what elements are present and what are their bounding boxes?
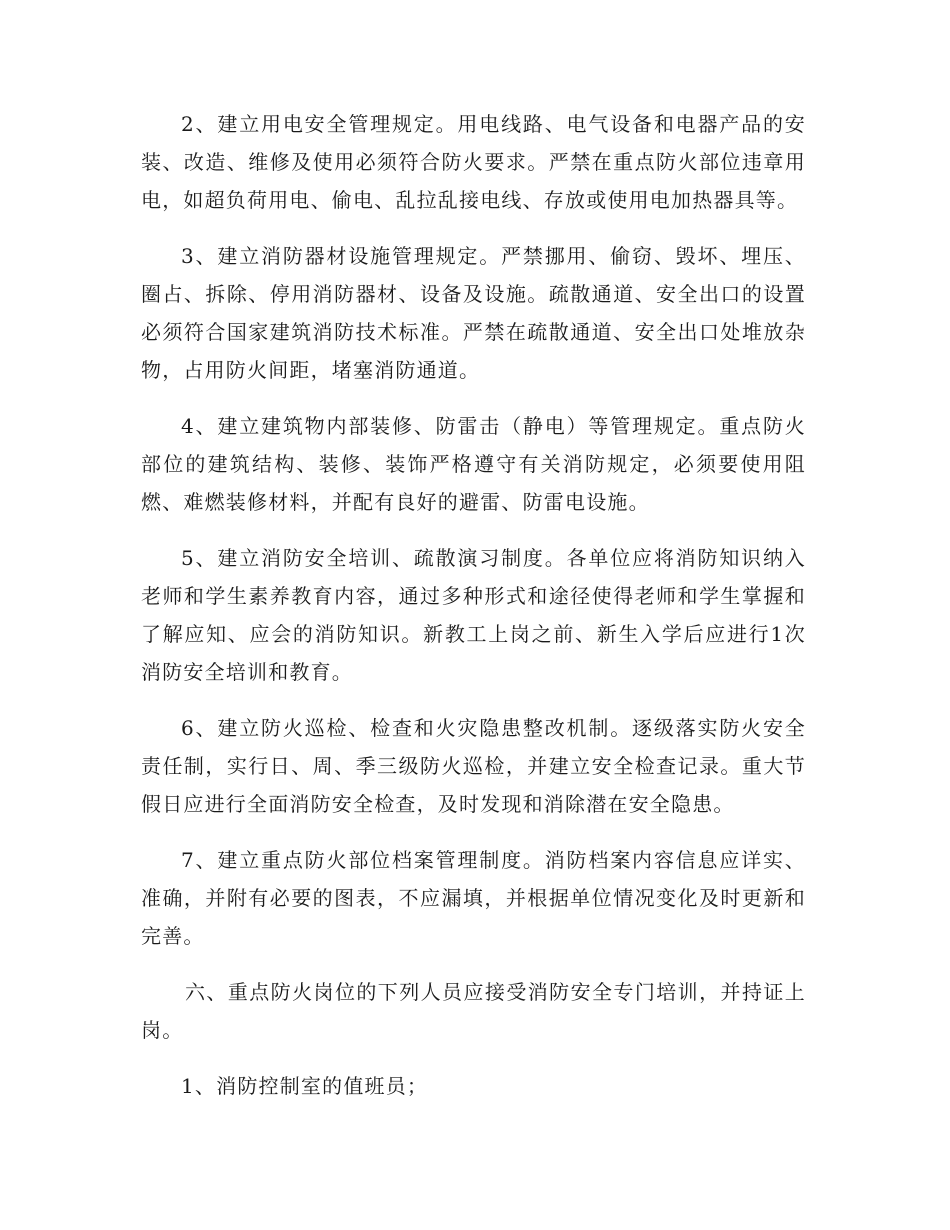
list-item-control-room: 1、消防控制室的值班员； [181, 1074, 429, 1098]
paragraph-training-drills: 5、建立消防安全培训、疏散演习制度。各单位应将消防知识纳入老师和学生素养教育内容，通过多种形式和途径使得老师和学生掌握和了解应知、应会的消防知识。新教工上岗之前、新生入学后应进行1次消防安全培训和教育。 [141, 546, 806, 684]
paragraph-fire-equipment: 3、建立消防器材设施管理规定。严禁挪用、偷窃、毁坏、埋压、圈占、拆除、停用消防器材、设备及设施。疏散通道、安全出口的设置必须符合国家建筑消防技术标准。严禁在疏散通道、安全出口处堆放杂物，占用防火间距，堵塞消防通道。 [141, 244, 806, 382]
paragraph-decoration-lightning: 4、建立建筑物内部装修、防雷击（静电）等管理规定。重点防火部位的建筑结构、装修、装饰严格遵守有关消防规定，必须要使用阻燃、难燃装修材料，并配有良好的避雷、防雷电设施。 [141, 414, 806, 514]
document-body [141, 105, 806, 1123]
section-heading-six: 六、重点防火岗位的下列人员应接受消防安全专门培训，并持证上岗。 [141, 980, 806, 1042]
paragraph-inspection: 6、建立防火巡检、检查和火灾隐患整改机制。逐级落实防火安全责任制，实行日、周、季三级防火巡检，并建立安全检查记录。重大节假日应进行全面消防安全检查，及时发现和消除潜在安全隐患。 [141, 716, 806, 816]
paragraph-archives: 7、建立重点防火部位档案管理制度。消防档案内容信息应详实、准确，并附有必要的图表，不应漏填，并根据单位情况变化及时更新和完善。 [141, 848, 806, 948]
paragraph-electrical-safety: 2、建立用电安全管理规定。用电线路、电气设备和电器产品的安装、改造、维修及使用必须符合防火要求。严禁在重点防火部位违章用电，如超负荷用电、偷电、乱拉乱接电线、存放或使用电加热器具等。 [141, 112, 806, 212]
